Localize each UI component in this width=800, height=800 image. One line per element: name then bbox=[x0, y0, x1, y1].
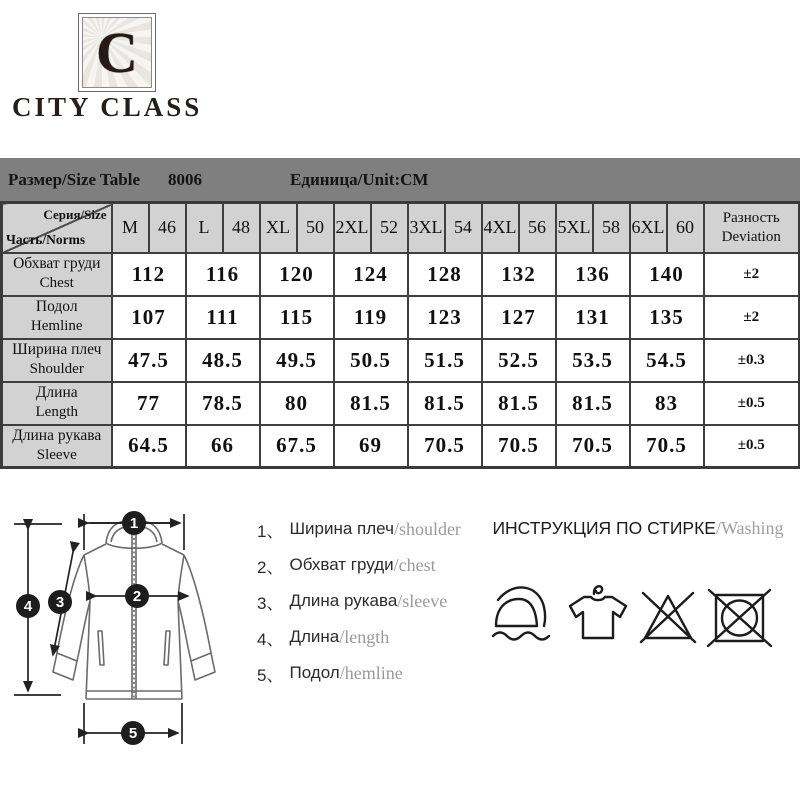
cell-value: 81.5 bbox=[556, 382, 630, 425]
cell-value: 140 bbox=[630, 253, 704, 296]
row-label: Обхват груди Chest bbox=[2, 253, 112, 296]
cell-value: 132 bbox=[482, 253, 556, 296]
cell-value: 49.5 bbox=[260, 339, 334, 382]
size-header: L bbox=[186, 203, 223, 253]
size-header: 5XL bbox=[556, 203, 593, 253]
row-label: Длина рукава Sleeve bbox=[2, 425, 112, 468]
callout-1: 1 bbox=[129, 515, 139, 532]
measurement-legend bbox=[257, 511, 461, 691]
brand-logo bbox=[78, 13, 156, 92]
cell-value: 50.5 bbox=[334, 339, 408, 382]
model-number: 8006 bbox=[168, 169, 202, 189]
size-header: XL bbox=[260, 203, 297, 253]
legend-item-chest: 2、 Обхват груди /chest bbox=[257, 554, 436, 577]
cell-value: 120 bbox=[260, 253, 334, 296]
size-header: 4XL bbox=[482, 203, 519, 253]
table-row-shoulder bbox=[2, 339, 800, 382]
cell-value: 123 bbox=[408, 296, 482, 339]
callout-3: 3 bbox=[55, 594, 65, 611]
cell-value: 81.5 bbox=[408, 382, 482, 425]
table-header-row bbox=[2, 203, 800, 253]
cell-deviation: ±0.5 bbox=[704, 425, 800, 468]
cell-value: 53.5 bbox=[556, 339, 630, 382]
table-row-length bbox=[2, 382, 800, 425]
jacket-outline bbox=[53, 520, 215, 699]
table-row-hemline bbox=[2, 296, 800, 339]
table-row-chest bbox=[2, 253, 800, 296]
cell-value: 77 bbox=[112, 382, 186, 425]
cell-value: 67.5 bbox=[260, 425, 334, 468]
size-header: M bbox=[112, 203, 149, 253]
jacket-measurement-diagram bbox=[4, 503, 244, 765]
cell-value: 70.5 bbox=[630, 425, 704, 468]
size-number-header: 50 bbox=[297, 203, 334, 253]
callout-5: 5 bbox=[128, 725, 138, 742]
cell-value: 64.5 bbox=[112, 425, 186, 468]
size-number-header: 56 bbox=[519, 203, 556, 253]
cell-value: 83 bbox=[630, 382, 704, 425]
cell-value: 128 bbox=[408, 253, 482, 296]
row-label: Подол Hemline bbox=[2, 296, 112, 339]
cell-value: 54.5 bbox=[630, 339, 704, 382]
size-header: 6XL bbox=[630, 203, 667, 253]
size-number-header: 52 bbox=[371, 203, 408, 253]
size-number-header: 54 bbox=[445, 203, 482, 253]
cell-deviation: ±0.3 bbox=[704, 339, 800, 382]
size-header: 3XL bbox=[408, 203, 445, 253]
cell-value: 124 bbox=[334, 253, 408, 296]
row-label: Длина Length bbox=[2, 382, 112, 425]
cell-value: 70.5 bbox=[556, 425, 630, 468]
cell-value: 52.5 bbox=[482, 339, 556, 382]
cell-value: 111 bbox=[186, 296, 260, 339]
cell-value: 112 bbox=[112, 253, 186, 296]
cell-deviation: ±2 bbox=[704, 253, 800, 296]
table-title-band bbox=[0, 158, 800, 201]
deviation-header bbox=[704, 203, 800, 253]
steam-iron-icon bbox=[493, 587, 549, 639]
tshirt-hanger-icon bbox=[570, 586, 626, 638]
cell-value: 107 bbox=[112, 296, 186, 339]
legend-item-hemline: 5、 Подол /hemline bbox=[257, 662, 403, 685]
cell-value: 70.5 bbox=[482, 425, 556, 468]
size-number-header: 58 bbox=[593, 203, 630, 253]
measure-lines bbox=[14, 514, 188, 744]
cell-value: 81.5 bbox=[334, 382, 408, 425]
corner-cell bbox=[2, 203, 112, 253]
cell-value: 48.5 bbox=[186, 339, 260, 382]
cell-value: 136 bbox=[556, 253, 630, 296]
cell-deviation: ±2 bbox=[704, 296, 800, 339]
row-label: Ширина плеч Shoulder bbox=[2, 339, 112, 382]
legend-item-sleeve: 3、 Длина рукава /sleeve bbox=[257, 590, 448, 613]
corner-norms-label: Часть/Norms bbox=[6, 231, 86, 247]
legend-item-length: 4、 Длина /length bbox=[257, 626, 390, 649]
washing-title: ИНСТРУКЦИЯ ПО СТИРКЕ/Washing bbox=[492, 518, 784, 538]
cell-value: 119 bbox=[334, 296, 408, 339]
cell-value: 116 bbox=[186, 253, 260, 296]
deviation-header-en: Deviation bbox=[721, 228, 781, 245]
washing-icons bbox=[488, 576, 783, 654]
cell-value: 78.5 bbox=[186, 382, 260, 425]
brand-name: CITY CLASS bbox=[12, 92, 203, 122]
deviation-header-ru: Разность bbox=[722, 210, 780, 226]
legend-item-shoulder: 1、 Ширина плеч /shoulder bbox=[257, 518, 461, 541]
cell-value: 70.5 bbox=[408, 425, 482, 468]
cell-value: 47.5 bbox=[112, 339, 186, 382]
callouts bbox=[16, 511, 149, 745]
cell-value: 81.5 bbox=[482, 382, 556, 425]
cell-value: 115 bbox=[260, 296, 334, 339]
table-row-sleeve bbox=[2, 425, 800, 468]
cell-value: 80 bbox=[260, 382, 334, 425]
size-table-label: Размер/Size Table bbox=[8, 169, 140, 189]
size-number-header: 46 bbox=[149, 203, 186, 253]
do-not-bleach-icon bbox=[641, 593, 695, 642]
logo-letter-icon: C bbox=[96, 19, 138, 85]
cell-value: 135 bbox=[630, 296, 704, 339]
corner-series-label: Серия/Size bbox=[43, 207, 107, 222]
size-table bbox=[0, 201, 800, 469]
cell-value: 127 bbox=[482, 296, 556, 339]
size-header: 2XL bbox=[334, 203, 371, 253]
callout-2: 2 bbox=[132, 588, 142, 605]
cell-value: 51.5 bbox=[408, 339, 482, 382]
callout-4: 4 bbox=[23, 598, 33, 615]
size-number-header: 60 bbox=[667, 203, 704, 253]
do-not-tumble-dry-icon bbox=[708, 590, 771, 646]
size-number-header: 48 bbox=[223, 203, 260, 253]
cell-deviation: ±0.5 bbox=[704, 382, 800, 425]
cell-value: 69 bbox=[334, 425, 408, 468]
unit-label: Единица/Unit:CM bbox=[290, 169, 429, 189]
cell-value: 66 bbox=[186, 425, 260, 468]
cell-value: 131 bbox=[556, 296, 630, 339]
